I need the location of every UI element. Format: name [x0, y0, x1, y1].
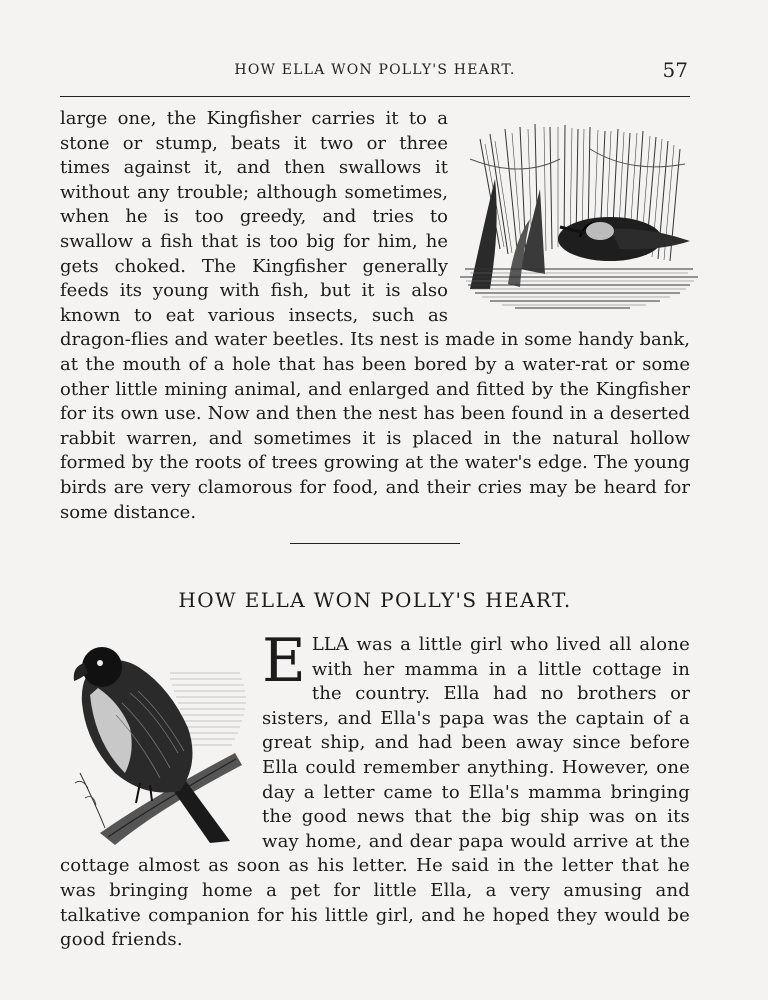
kingfisher-paragraph-block: [60, 107, 690, 525]
running-header: [60, 60, 690, 97]
kingfisher-illustration-icon: [460, 119, 698, 315]
kingfisher-paragraph: large one, the Kingfisher carries it to a stone or stump, beats it two or three times against it, and then swallows it without any trouble; although sometimes, when he is too greedy, and tries to swallow a fish that is too big for him, he gets choked. The Kingfisher generally feeds its young with fish, but it is also known to eat various insects, such as dragon-flies and water beetles. Its nest is made in some handy bank, at the mouth of a hole that has been bored by a water-rat or some other little mining animal, and enlarged and fitted by the Kingfisher for its own use. Now and then the nest has been found in a deserted rabbit warren, and sometimes it is placed in the natural hollow formed by the roots of trees growing at the water's edge. The young birds are very clamorous for food, and their cries may be heard for some distance.: [60, 108, 690, 523]
running-title: HOW ELLA WON POLLY'S HEART.: [234, 62, 516, 78]
page-number: 57: [662, 58, 688, 82]
parrot-illustration-icon: [60, 633, 252, 851]
section-divider: [290, 543, 460, 544]
story-paragraph: was a little girl who lived all alone with her mamma in a little cottage in the country. Ella had no brothers or sisters, and Ella's papa was the captain of a great ship, and had been away since before Ella could remember anything. However, one day a letter came to Ella's mamma bringing the good news that the big ship was on its way home, and dear papa would arrive at the cottage almost as soon as his letter. He said in the letter that he was bringing home a pet for little Ella, a very amusing and talkative companion for his little girl, and he hoped they would be good friends.: [60, 634, 690, 951]
drop-cap: E: [262, 626, 306, 696]
drop-cap-continuation: LLA: [311, 634, 349, 655]
story-title: HOW ELLA WON POLLY'S HEART.: [178, 588, 572, 612]
story-paragraph-block: [60, 626, 690, 953]
